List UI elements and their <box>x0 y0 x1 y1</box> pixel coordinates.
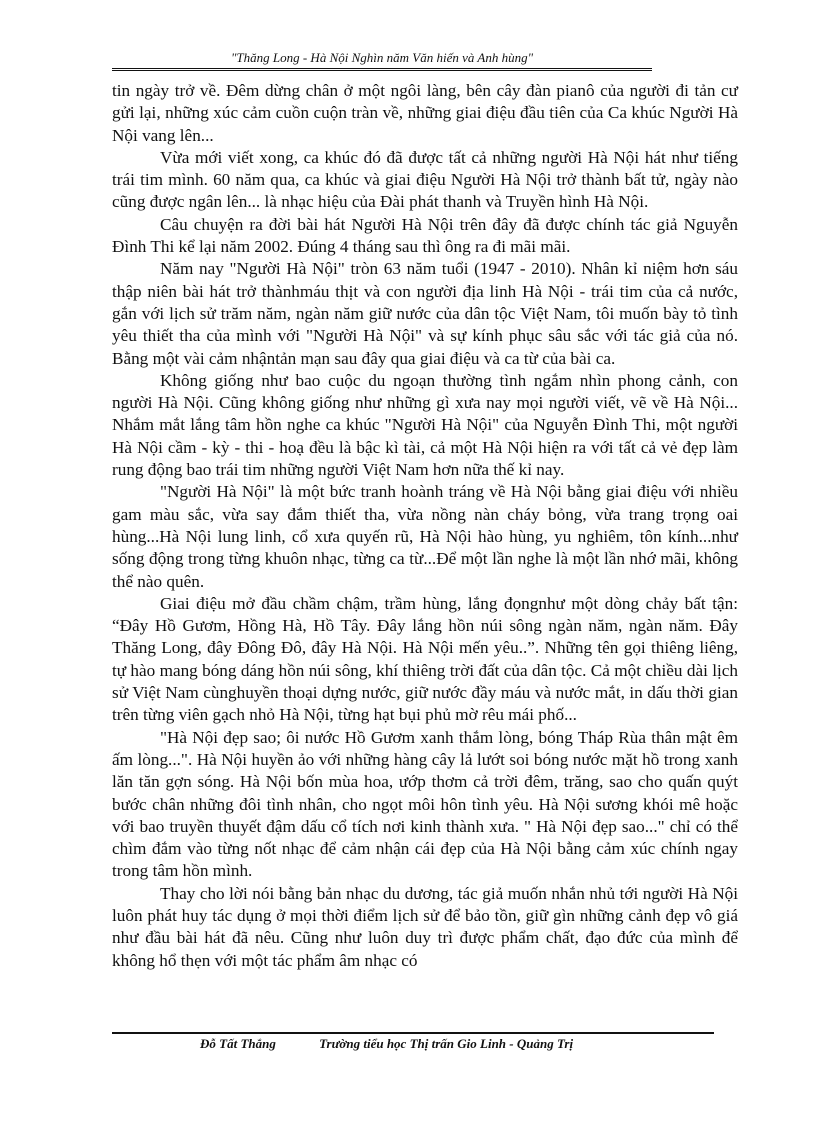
paragraph-4: Năm nay "Người Hà Nội" tròn 63 năm tuổi (1947 - 2010). Nhân kỉ niệm hơn sáu thập niên bài hát trở thànhmáu thịt và con người địa linh Hà Nội - trái tim của cả nước, gắn với lịch sử trăm năm, ngàn năm giữ nước của dân tộc Việt Nam, tôi muốn bày tỏ tình yêu thiết tha của mình với "Người Hà Nội" và sự kính phục sâu sắc với tác giả của nó. Bằng một vài cảm nhậntản mạn sau đây qua giai điệu và ca từ của bài ca. <box>112 259 738 368</box>
paragraph-7: Giai điệu mở đầu chầm chậm, trầm hùng, lắng đọngnhư một dòng chảy bất tận: “Đây Hồ Gươm, Hồng Hà, Hồ Tây. Đây lắng hồn núi sông ngàn năm, ngàn năm. Đây Thăng Long, đây Đông Đô, đây Hà Nội. Hà Nội mến yêu..”. Những tên gọi thiêng liêng, tự hào mang bóng dáng hồn núi sông, khí thiêng trời đất của dân tộc. Cả một chiều dài lịch sử Việt Nam cùnghuyền thoại dựng nước, giữ nước đầy máu và nước mắt, in dấu thời gian trên từng viên gạch nhỏ Hà Nội, từng hạt bụi phủ mờ rêu mái phố... <box>112 593 738 725</box>
paragraph-9: Thay cho lời nói bằng bản nhạc du dương, tác giả muốn nhắn nhủ tới người Hà Nội luôn phát huy tác dụng ở mọi thời điểm lịch sử để bảo tồn, giữ gìn những cảnh đẹp vô giá như đầu bài hát đã nêu. Cũng như luôn duy trì được phẩm chất, đạo đức của mình để không hổ thẹn với một tác phẩm âm nhạc có <box>112 883 738 970</box>
footer-author: Đỗ Tất Thắng <box>200 1036 276 1051</box>
document-body <box>112 80 738 972</box>
page-header <box>112 50 652 66</box>
paragraph-5: Không giống như bao cuộc du ngoạn thường tình ngắm nhìn phong cảnh, con người Hà Nội. Cũng không giống như những gì xưa nay mọi người viết, vẽ về Hà Nội... Nhắm mắt lắng tâm hồn nghe ca khúc "Người Hà Nội" của Nguyễn Đình Thi, một người Hà Nội cầm - kỳ - thi - hoạ đều là bậc kì tài, cả một Hà Nội hiện ra với tất cả vẻ đẹp làm rung động bao trái tim những người Việt Nam hơn nữa thế kỉ nay. <box>112 370 738 480</box>
paragraph-2: Vừa mới viết xong, ca khúc đó đã được tất cả những người Hà Nội hát như tiếng trái tim mình. 60 năm qua, ca khúc và giai điệu Người Hà Nội trở thành bất tử, ngày nào cũng được ngân lên... là nhạc hiệu của Đài phát thanh và Truyền hình Hà Nội. <box>112 147 738 212</box>
header-rule <box>112 68 652 71</box>
footer-rule <box>112 1032 714 1034</box>
paragraph-8: "Hà Nội đẹp sao; ôi nước Hồ Gươm xanh thắm lòng, bóng Tháp Rùa thân mật êm ấm lòng...". Hà Nội huyền ảo với những hàng cây lả lướt soi bóng nước mặt hồ trong xanh lăn tăn gợn sóng. Hà Nội bốn mùa hoa, ướp thơm cả trời đêm, trăng, sao cho quấn quýt bước chân những đôi tình nhân, cho ngọt môi hôn tình yêu. Hà Nội sương khói mê hoặc với bao truyền thuyết đậm dấu cổ tích nơi kinh thành xưa. " Hà Nội đẹp sao..." chỉ có thể chìm đắm vào từng nốt nhạc để cảm nhận cái đẹp của Hà Nội bằng cảm xúc chính ngay trong tâm hồn mình. <box>112 727 738 881</box>
page-footer <box>200 1036 660 1052</box>
paragraph-3: Câu chuyện ra đời bài hát Người Hà Nội trên đây đã được chính tác giả Nguyễn Đình Thi kể lại năm 2002. Đúng 4 tháng sau thì ông ra đi mãi mãi. <box>112 214 738 257</box>
paragraph-1: tin ngày trở về. Đêm dừng chân ở một ngôi làng, bên cây đàn pianô của người đi tản cư gửi lại, những xúc cảm cuồn cuộn tràn về, những giai điệu đầu tiên của Ca khúc Người Hà Nội vang lên... <box>112 81 738 145</box>
footer-school: Trường tiểu học Thị trấn Gio Linh - Quảng Trị <box>319 1036 574 1051</box>
header-title: "Thăng Long - Hà Nội Nghìn năm Văn hiến và Anh hùng" <box>230 50 534 65</box>
paragraph-6: "Người Hà Nội" là một bức tranh hoành tráng về Hà Nội bằng giai điệu với nhiều gam màu sắc, vừa say đắm thiết tha, vừa nồng nàn cháy bỏng, vừa trang trọng oai hùng...Hà Nội lung linh, cổ xưa quyến rũ, Hà Nội hào hùng, yu nghiêm, tôn kính...như sống động trong từng khuôn nhạc, từng ca từ...Để một lần nghe là một lần nhớ mãi, không thể nào quên. <box>112 482 738 591</box>
